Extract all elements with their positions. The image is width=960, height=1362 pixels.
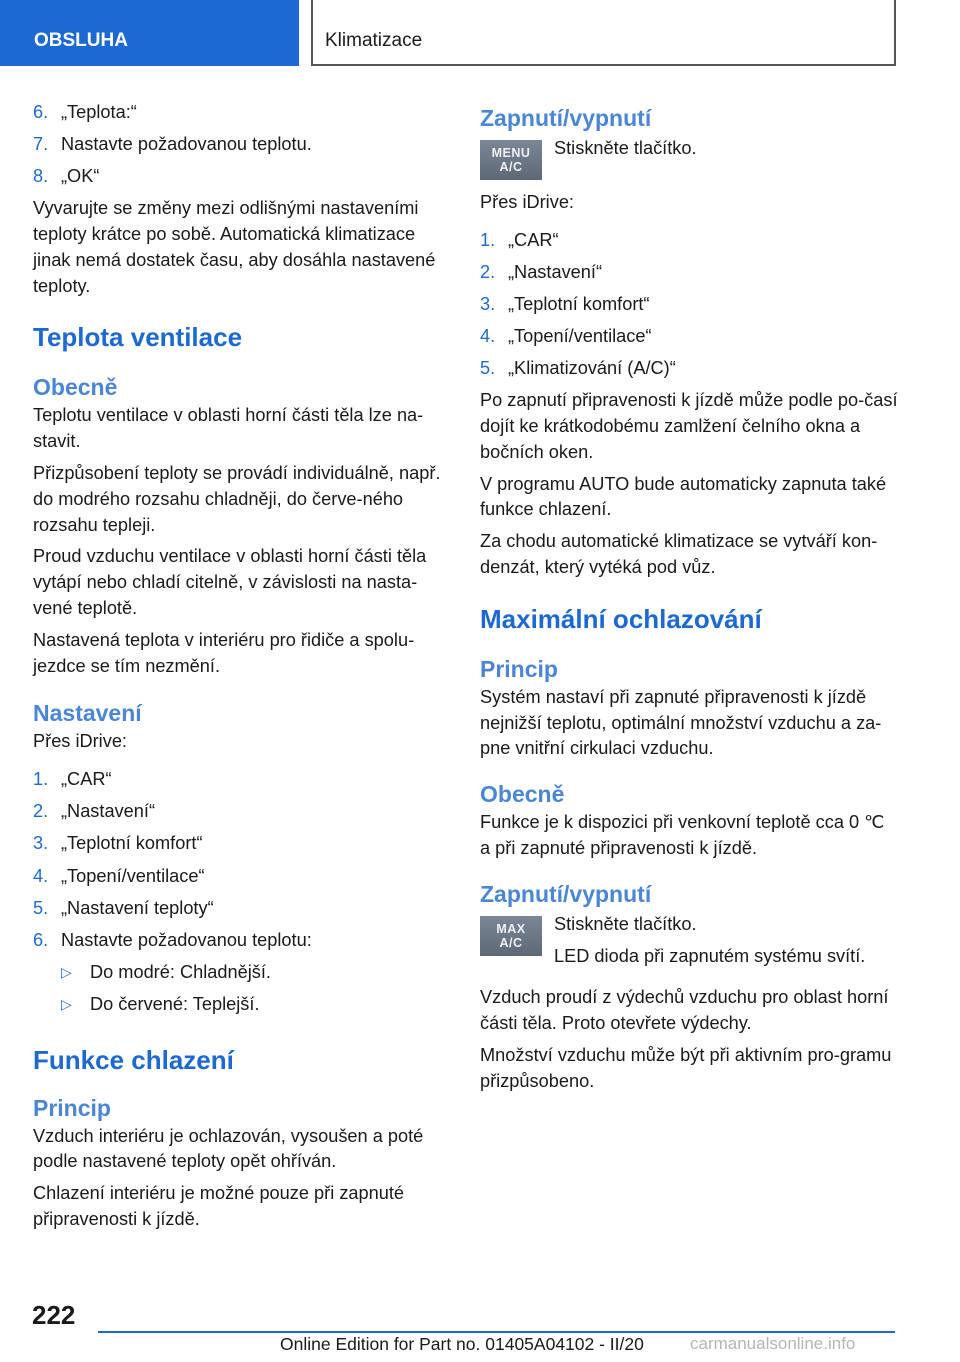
sub-list-item: ▷ Do modré: Chladnější. — [61, 960, 448, 986]
subsection-heading: Princip — [480, 655, 558, 682]
menu-ac-button-icon: MENU A/C — [480, 140, 542, 180]
list-item: 5. „Nastavení teploty“ — [33, 897, 214, 918]
chapter-title: Klimatizace — [311, 0, 896, 66]
subsection-heading: Zapnutí/vypnutí — [480, 880, 652, 907]
watermark: carmanualsonline.info — [690, 1334, 856, 1353]
max-ac-button-row — [480, 912, 898, 976]
list-item: 1. „CAR“ — [33, 769, 112, 790]
subsection-heading: Obecně — [480, 781, 565, 808]
list-item: 4. „Topení/ventilace“ — [480, 326, 652, 347]
list-item: 3. „Teplotní komfort“ — [480, 293, 650, 314]
left-column — [33, 100, 448, 1239]
list-item: 5. „Klimatizování (A/C)“ — [480, 358, 676, 379]
paragraph: Vzduch proudí z výdechů vzduchu pro oblast horní části těla. Proto otevřete výdechy. — [480, 987, 889, 1034]
paragraph: Nastavená teplota v interiéru pro řidiče a spolu-jezdce se tím nezmění. — [33, 629, 415, 676]
paragraph: Přes iDrive: — [33, 731, 127, 752]
paragraph: Přes iDrive: — [480, 192, 574, 212]
list-item: 7. Nastavte požadovanou teplotu. — [33, 134, 312, 155]
section-tab: OBSLUHA — [0, 0, 299, 66]
paragraph: Množství vzduchu může být při aktivním pro-gramu přizpůsobeno. — [480, 1045, 892, 1091]
triangle-bullet-icon: ▷ — [61, 963, 72, 980]
list-item: 3. „Teplotní komfort“ — [33, 833, 203, 854]
ac-steps-list — [480, 228, 898, 382]
settings-steps-list — [33, 767, 448, 953]
list-item: 6. Nastavte požadovanou teplotu: — [33, 929, 312, 950]
paragraph: Za chodu automatické klimatizace se vytváří kon-denzát, který vytéká pod vůz. — [480, 531, 878, 578]
sub-list-item: ▷ Do červené: Teplejší. — [61, 992, 448, 1018]
steps-list-top — [33, 100, 448, 190]
edition-note: Online Edition for Part no. 01405A04102 - II/20 — [280, 1334, 644, 1354]
section-heading: Funkce chlazení — [33, 1044, 234, 1075]
paragraph: Proud vzduchu ventilace v oblasti horní části těla vytápí nebo chladí citelně, v závislosti na nasta-vené teplotě. — [33, 546, 427, 619]
paragraph: V programu AUTO bude automaticky zapnuta také funkce chlazení. — [480, 473, 887, 520]
section-heading: Maximální ochlazování — [480, 603, 762, 634]
paragraph: Funkce je k dispozici při venkovní teplotě cca 0 ℃ a při zapnuté připravenosti k jízdě. — [480, 812, 885, 859]
triangle-bullet-icon: ▷ — [61, 995, 72, 1012]
list-item: 2. „Nastavení“ — [33, 801, 156, 822]
section-heading: Teplota ventilace — [33, 322, 243, 353]
subsection-heading: Obecně — [33, 374, 118, 401]
instruction-text: Stiskněte tlačítko. — [554, 138, 697, 158]
list-item: 4. „Topení/ventilace“ — [33, 865, 205, 886]
subsection-heading: Princip — [33, 1094, 111, 1121]
right-column — [480, 100, 898, 1101]
paragraph: Přizpůsobení teploty se provádí individuálně, např. do modrého rozsahu chladněji, do červe-ného rozsahu tepleji. — [33, 463, 441, 535]
instruction-text: LED dioda při zapnutém systému svítí. — [554, 945, 866, 966]
sub-list — [61, 960, 448, 1018]
list-item: 8. „OK“ — [33, 166, 100, 187]
paragraph: Vyvarujte se změny mezi odlišnými nastaveními teploty krátce po sobě. Automatická klimatizace jinak nemá dostatek času, aby dosáhla nastavené teploty. — [33, 198, 436, 296]
paragraph: Systém nastaví při zapnuté připravenosti k jízdě nejnižší teplotu, optimální množství vzduchu a za-pne vnitřní cirkulaci vzduchu. — [480, 686, 882, 759]
footer-divider — [98, 1331, 895, 1333]
list-item: 2. „Nastavení“ — [480, 261, 603, 282]
subsection-heading: Nastavení — [33, 700, 142, 727]
list-item: 1. „CAR“ — [480, 229, 559, 250]
instruction-text: Stiskněte tlačítko. — [554, 913, 697, 934]
menu-ac-button-row — [480, 136, 898, 180]
page-number: 222 — [32, 1300, 76, 1330]
paragraph: Teplotu ventilace v oblasti horní části těla lze na-stavit. — [33, 405, 424, 452]
paragraph: Chlazení interiéru je možné pouze při zapnuté připravenosti k jízdě. — [33, 1183, 405, 1230]
paragraph: Vzduch interiéru je ochlazován, vysoušen a poté podle nastavené teploty opět ohříván. — [33, 1125, 424, 1172]
max-ac-button-icon: MAX A/C — [480, 916, 542, 956]
list-item: 6. „Teplota:“ — [33, 102, 137, 122]
subsection-heading: Zapnutí/vypnutí — [480, 105, 652, 131]
paragraph: Po zapnutí připravenosti k jízdě může podle po-časí dojít ke krátkodobému zamlžení čelního okna a bočních oken. — [480, 390, 898, 462]
